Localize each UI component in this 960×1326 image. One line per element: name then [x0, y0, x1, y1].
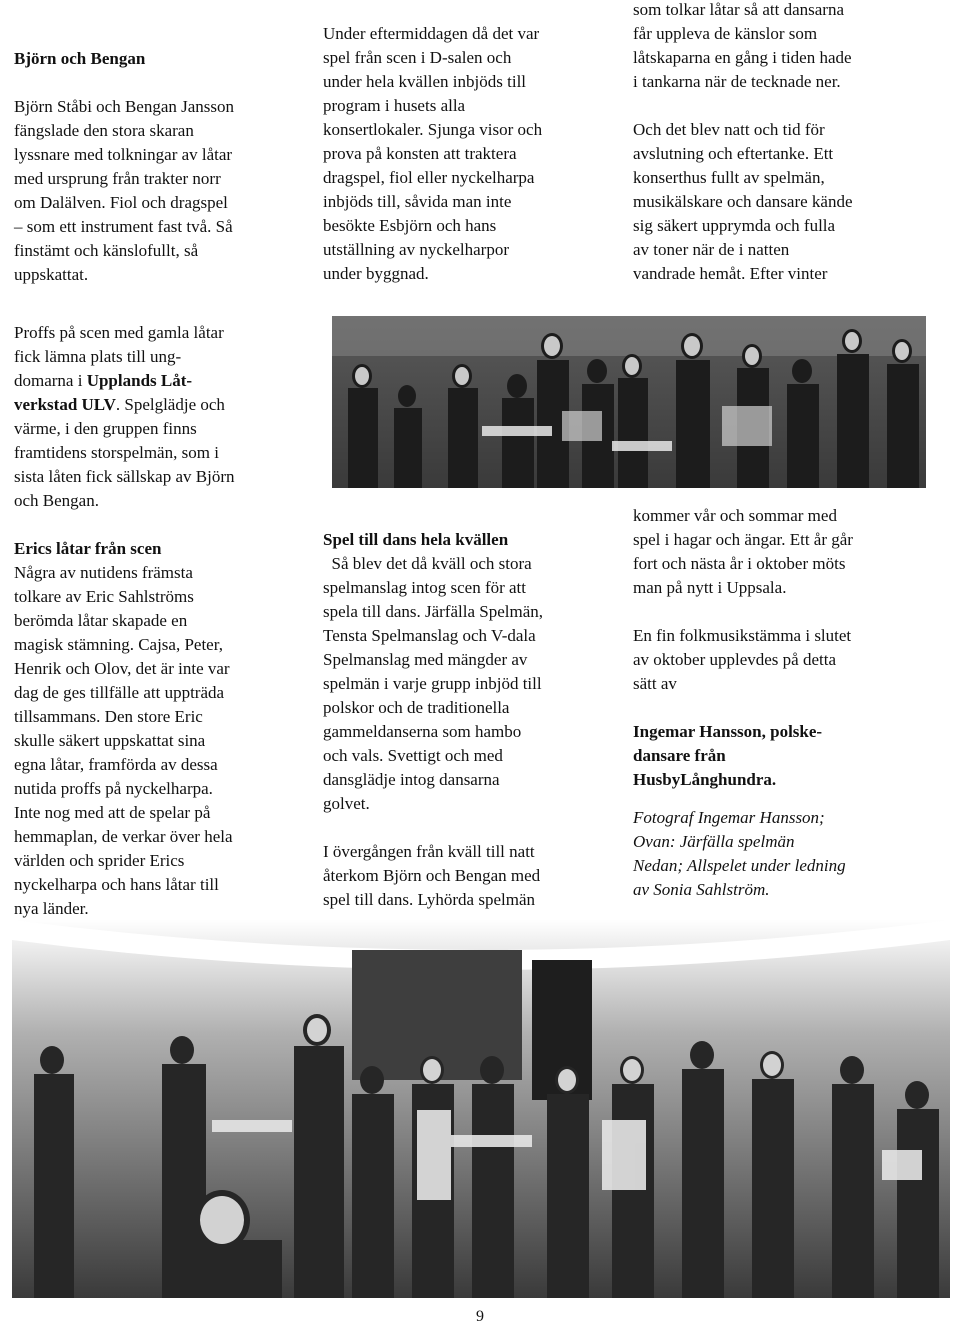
text-line: spel från scen i D-salen och [323, 48, 512, 67]
text-line: och Bengan. [14, 491, 99, 510]
text-line: spel till dans. Lyhörda spelmän [323, 890, 535, 909]
text-line: nyckelharpa och hans låtar till [14, 875, 219, 894]
text-line: berömda låtar skapade en [14, 611, 188, 630]
text-line: världen och sprider Erics [14, 851, 185, 870]
column-left [14, 47, 304, 921]
text-line: fängslade den stora skaran [14, 121, 194, 140]
text-line: som tolkar låtar så att dansarna [633, 0, 845, 19]
text-line: Tensta Spelmanslag och V-dala [323, 626, 536, 645]
text-line: dragspel, fiol eller nyckelharpa [323, 168, 535, 187]
column-right-lower [633, 504, 933, 902]
text-line: i tankarna när de tecknade ner. [633, 72, 841, 91]
text-line: program i husets alla [323, 96, 466, 115]
text-line: domarna i Upplands Låt- [14, 371, 193, 390]
column-middle [323, 22, 613, 286]
paragraph-folkmusikstamma [633, 624, 933, 696]
photo-credits [633, 806, 933, 902]
text-line: hemmaplan, de verkar över hela [14, 827, 233, 846]
text-line: med ursprung från trakter norr [14, 169, 221, 188]
upplands-latverkstad-name: Upplands Låt- [86, 371, 193, 390]
text-line: återkom Björn och Bengan med [323, 866, 541, 885]
text-line: magisk stämning. Cajsa, Peter, [14, 635, 223, 654]
text-line: skulle säkert uppskattat sina [14, 731, 206, 750]
text-line: uppskattat. [14, 265, 89, 284]
text-line: av Sonia Sahlström. [633, 880, 770, 899]
text-line: avslutning och eftertanke. Ett [633, 144, 834, 163]
text-line: under byggnad. [323, 264, 429, 283]
text-line: under hela kvällen inbjöds till [323, 72, 527, 91]
text-line: Några av nutidens främsta [14, 563, 193, 582]
text-line: prova på konsten att traktera [323, 144, 517, 163]
text-line: Ovan: Järfälla spelmän [633, 832, 795, 851]
text-line: man på nytt i Uppsala. [633, 578, 787, 597]
photo-jarfalla-spelman [332, 316, 926, 488]
paragraph-ulv [14, 321, 304, 513]
text-line: Så blev det då kväll och stora [323, 554, 532, 573]
text-line: golvet. [323, 794, 370, 813]
text-line: Spelmanslag med mängder av [323, 650, 528, 669]
text-line: utställning av nyckelharpor [323, 240, 510, 259]
text-line: av oktober upplevdes på detta [633, 650, 836, 669]
text-line: fort och nästa år i oktober möts [633, 554, 846, 573]
text-line: polskor och de traditionella [323, 698, 510, 717]
text-line: framtidens storspelmän, som i [14, 443, 219, 462]
text-line: finstämt och känslofullt, så [14, 241, 199, 260]
text-line: spelmän i varje grupp inbjöd till [323, 674, 542, 693]
paragraph-bjorn-bengan [14, 95, 304, 287]
paragraph-eftermiddagen [323, 22, 613, 286]
text-line: Fotograf Ingemar Hansson; [633, 808, 825, 827]
column-middle-lower [323, 528, 613, 912]
text-line: Nedan; Allspelet under ledning [633, 856, 846, 875]
heading-erics-latar: Erics låtar från scen [14, 539, 162, 558]
text-line: besökte Esbjörn och hans [323, 216, 497, 235]
paragraph-overgangen [323, 840, 613, 912]
text-line: dansglädje intog dansarna [323, 770, 500, 789]
text-line: konserthus fullt av spelmän, [633, 168, 825, 187]
text-line: sätt av [633, 674, 677, 693]
text-line: gammeldanserna som hambo [323, 722, 522, 741]
text-line: I övergången från kväll till natt [323, 842, 535, 861]
text-line: sig säkert upprymda och fulla [633, 216, 836, 235]
text-line: inbjöds till, såvida man inte [323, 192, 512, 211]
text-line: fick lämna plats till ung- [14, 347, 182, 366]
text-line: Och det blev natt och tid för [633, 120, 825, 139]
text-line: Henrik och Olov, det är inte var [14, 659, 230, 678]
text-line: konsertlokaler. Sjunga visor och [323, 120, 543, 139]
text-line: Under eftermiddagen då det var [323, 24, 540, 43]
paragraph-natt-avslutning [633, 118, 933, 286]
text-line: spelmanslag intog scen för att [323, 578, 527, 597]
text-line: tolkare av Eric Sahlströms [14, 587, 194, 606]
text-line: får uppleva de känslor som [633, 24, 818, 43]
column-right [633, 0, 933, 286]
photo-allspelet [12, 920, 950, 1298]
text-line: spel i hagar och ängar. Ett år går [633, 530, 853, 549]
page-number: 9 [476, 1308, 484, 1325]
text-line: lyssnare med tolkningar av låtar [14, 145, 233, 164]
section-erics-latar [14, 537, 304, 921]
text-line: spela till dans. Järfälla Spelmän, [323, 602, 543, 621]
text-line: av toner när de i natten [633, 240, 790, 259]
text-line: egna låtar, framförda av dessa [14, 755, 218, 774]
author-signature [633, 720, 933, 792]
text-line: HusbyLånghundra. [633, 770, 777, 789]
text-line: verkstad ULV. Spelglädje och [14, 395, 225, 414]
text-line: låtskaparna en gång i tiden hade [633, 48, 852, 67]
text-line: dag de ges tillfälle att uppträda [14, 683, 225, 702]
text-line: Ingemar Hansson, polske- [633, 722, 823, 741]
text-line: musikälskare och dansare kände [633, 192, 853, 211]
text-line: Proffs på scen med gamla låtar [14, 323, 224, 342]
text-line: dansare från [633, 746, 726, 765]
text-line: Björn Ståbi och Bengan Jansson [14, 97, 235, 116]
text-line: tillsammans. Den store Eric [14, 707, 203, 726]
text-line: En fin folkmusikstämma i slutet [633, 626, 852, 645]
text-line: och vals. Svettigt och med [323, 746, 503, 765]
text-line: nutida proffs på nyckelharpa. [14, 779, 213, 798]
text-line: om Dalälven. Fiol och dragspel [14, 193, 228, 212]
text-line: vandrade hemåt. Efter vinter [633, 264, 828, 283]
text-line: kommer vår och sommar med [633, 506, 837, 525]
heading-bjorn-och-bengan: Björn och Bengan [14, 49, 146, 68]
text-line: värme, i den gruppen finns [14, 419, 197, 438]
text-line: – som ett instrument fast två. Så [14, 217, 233, 236]
text-line: Inte nog med att de spelar på [14, 803, 211, 822]
text-line: sista låten fick sällskap av Björn [14, 467, 235, 486]
heading-spel-till-dans: Spel till dans hela kvällen [323, 530, 509, 549]
text-line: nya länder. [14, 899, 89, 918]
